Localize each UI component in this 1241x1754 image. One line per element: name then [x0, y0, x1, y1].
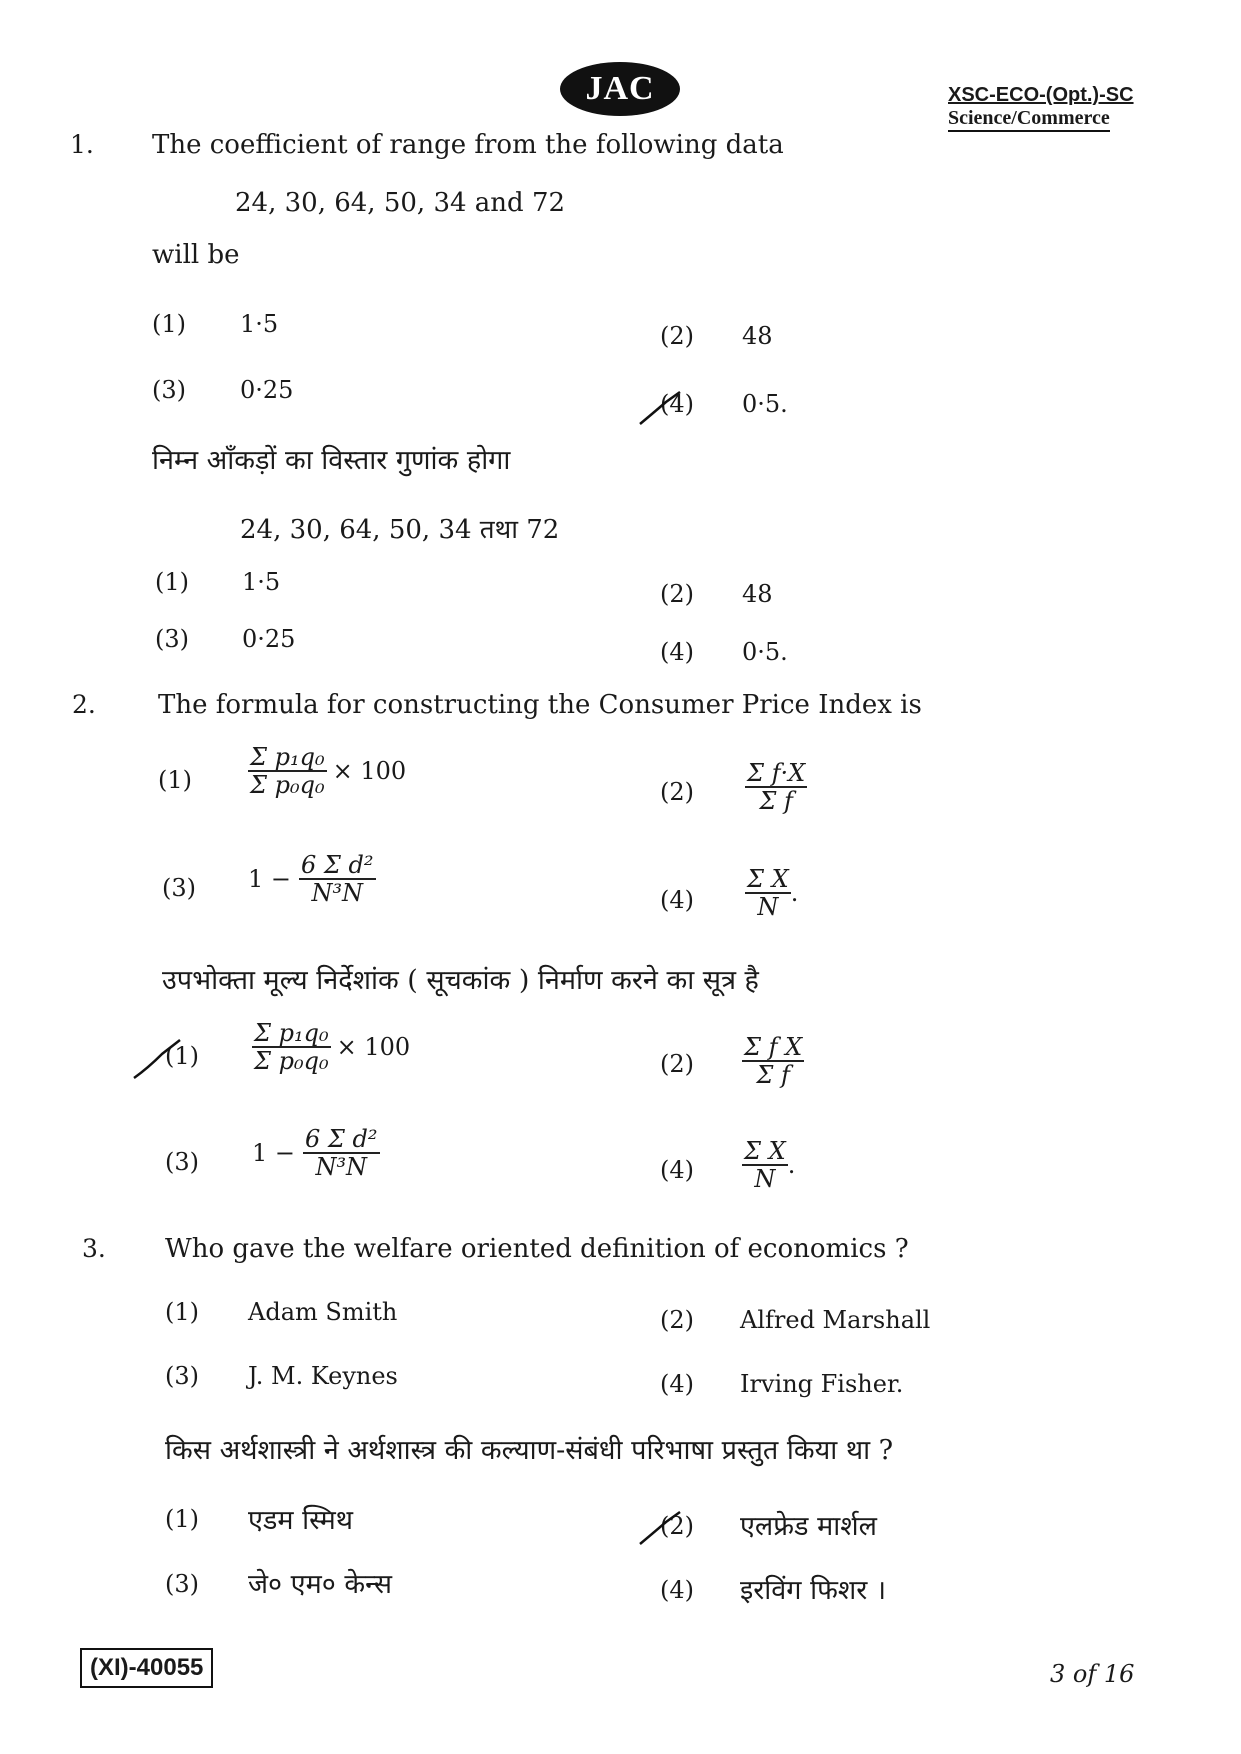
q3-hopt4-num: (4) [660, 1576, 694, 1604]
q1-opt1-value: 1·5 [240, 310, 279, 338]
multiplier: × 100 [336, 1033, 411, 1062]
fraction [252, 1020, 331, 1075]
denominator: Σ p₀q₀ [250, 771, 325, 800]
q2-opt2-num: (2) [660, 778, 694, 806]
q2-opt4-num: (4) [660, 886, 694, 914]
q2-hopt1-num: (1) [165, 1042, 199, 1070]
q1-opt3-value: 0·25 [240, 376, 294, 404]
numerator: 6 Σ d² [305, 1125, 378, 1153]
q3-hopt3-num: (3) [165, 1570, 199, 1598]
jac-logo [560, 62, 680, 116]
q2-number: 2. [72, 690, 96, 719]
fraction [303, 1126, 379, 1181]
numerator: Σ X [744, 1137, 786, 1165]
denominator: N³N [315, 1153, 368, 1182]
prefix: 1 − [248, 865, 292, 894]
multiplier: × 100 [332, 757, 407, 786]
q2-hopt2-num: (2) [660, 1050, 694, 1078]
q1-hopt1-value: 1·5 [242, 568, 281, 596]
fraction [742, 1034, 804, 1089]
q1-hopt2-num: (2) [660, 580, 694, 608]
numerator: 6 Σ d² [301, 851, 374, 879]
numerator: Σ f X [744, 1033, 803, 1061]
denominator: Σ f [759, 787, 793, 816]
q3-hopt1-value: एडम स्मिथ [248, 1505, 353, 1536]
fraction [742, 1138, 788, 1193]
q1-opt3-num: (3) [152, 376, 186, 404]
answer-tick-mark [636, 388, 686, 428]
q2-hopt4-formula [742, 1138, 795, 1193]
q1-opt2-num: (2) [660, 322, 694, 350]
q2-hindi-text: उपभोक्ता मूल्य निर्देशांक ( सूचकांक ) निर्माण करने का सूत्र है [162, 965, 759, 996]
q1-opt1-num: (1) [152, 310, 186, 338]
q1-tail: will be [152, 240, 240, 270]
q2-hopt4-num: (4) [660, 1156, 694, 1184]
q3-hopt2-num: (2) [660, 1512, 694, 1540]
q2-opt3-formula [248, 852, 376, 907]
q3-opt1-value: Adam Smith [248, 1298, 398, 1326]
denominator: N [754, 1165, 776, 1194]
fraction [299, 852, 375, 907]
q3-number: 3. [82, 1234, 106, 1263]
q1-opt2-value: 48 [742, 322, 773, 350]
q3-opt4-value: Irving Fisher. [740, 1370, 904, 1398]
page-number: 3 of 16 [1050, 1660, 1135, 1688]
q1-hopt3-num: (3) [155, 625, 189, 653]
fraction [745, 866, 791, 921]
q1-hopt4-num: (4) [660, 638, 694, 666]
denominator: N [757, 893, 779, 922]
q1-hindi-text: निम्न आँकड़ों का विस्तार गुणांक होगा [152, 445, 511, 476]
q2-text: The formula for constructing the Consumer Price Index is [158, 690, 922, 720]
q2-hopt3-formula [252, 1126, 380, 1181]
q3-text: Who gave the welfare oriented definition of economics ? [165, 1234, 909, 1264]
stream-label: Science/Commerce [948, 107, 1110, 132]
q3-hopt1-num: (1) [165, 1505, 199, 1533]
q3-hopt2-value: एलफ्रेड मार्शल [740, 1511, 877, 1542]
prefix: 1 − [252, 1139, 296, 1168]
period: . [787, 1151, 796, 1180]
denominator: Σ p₀q₀ [254, 1047, 329, 1076]
q2-opt2-formula [745, 760, 807, 815]
q2-hopt1-formula [252, 1020, 410, 1075]
numerator: Σ f·X [747, 759, 806, 787]
logo-text: JAC [585, 70, 655, 107]
q2-opt1-num: (1) [158, 766, 192, 794]
q3-opt1-num: (1) [165, 1298, 199, 1326]
period: . [790, 879, 799, 908]
q2-opt3-num: (3) [162, 874, 196, 902]
q3-opt4-num: (4) [660, 1370, 694, 1398]
paper-code-header: XSC-ECO-(Opt.)-SC [948, 84, 1134, 106]
q3-opt3-num: (3) [165, 1362, 199, 1390]
fraction [248, 744, 327, 799]
q1-hopt2-value: 48 [742, 580, 773, 608]
numerator: Σ p₁q₀ [254, 1019, 329, 1047]
q1-opt4-value: 0·5. [742, 390, 788, 418]
fraction [745, 760, 807, 815]
q1-opt4-num: (4) [660, 390, 694, 418]
q1-hopt4-value: 0·5. [742, 638, 788, 666]
q2-opt1-formula [248, 744, 406, 799]
q2-hopt3-num: (3) [165, 1148, 199, 1176]
answer-tick-mark [636, 1508, 686, 1548]
q2-opt4-formula [745, 866, 798, 921]
denominator: N³N [311, 879, 364, 908]
q3-opt3-value: J. M. Keynes [248, 1362, 398, 1390]
q3-opt2-value: Alfred Marshall [740, 1306, 931, 1334]
numerator: Σ p₁q₀ [250, 743, 325, 771]
q1-hindi-data: 24, 30, 64, 50, 34 तथा 72 [240, 515, 560, 545]
numerator: Σ X [747, 865, 789, 893]
q1-text: The coefficient of range from the following data [152, 130, 784, 160]
denominator: Σ f [756, 1061, 790, 1090]
q3-hopt3-value: जे० एम० केन्स [248, 1569, 393, 1600]
footer-paper-code: (XI)-40055 [80, 1648, 213, 1688]
q3-hopt4-value: इरविंग फिशर । [740, 1575, 887, 1606]
q1-hopt1-num: (1) [155, 568, 189, 596]
q2-hopt2-formula [742, 1034, 804, 1089]
q1-data: 24, 30, 64, 50, 34 and 72 [235, 188, 566, 218]
answer-tick-mark [128, 1036, 188, 1082]
q1-hopt3-value: 0·25 [242, 625, 296, 653]
q3-opt2-num: (2) [660, 1306, 694, 1334]
q3-hindi-text: किस अर्थशास्त्री ने अर्थशास्त्र की कल्याण-संबंधी परिभाषा प्रस्तुत किया था ? [165, 1435, 894, 1466]
q1-number: 1. [70, 130, 94, 159]
